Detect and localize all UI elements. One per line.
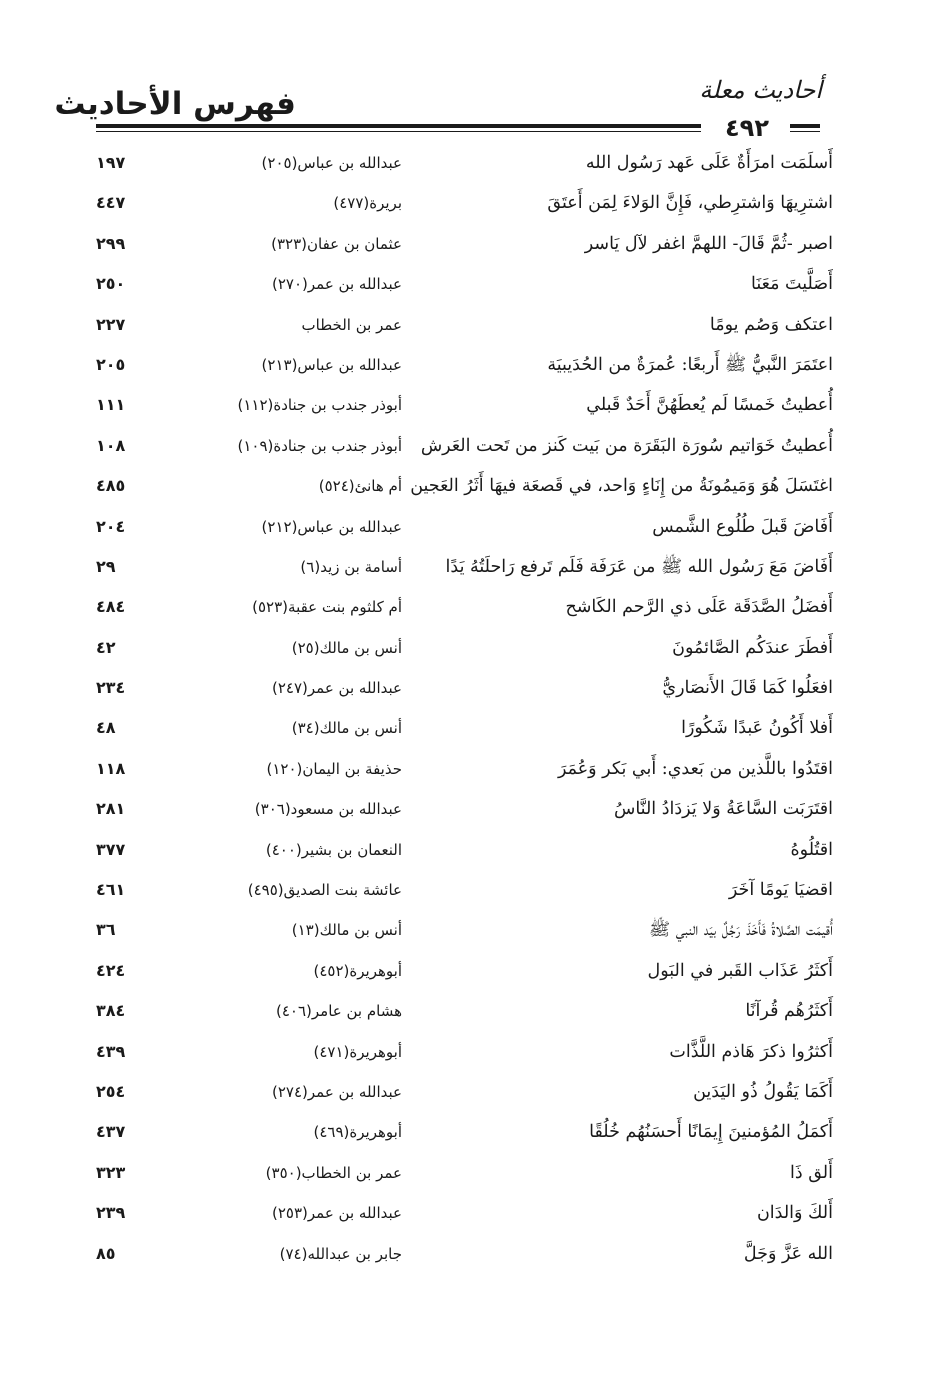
hadith-text: أُعطيتُ خَمسًا لَم يُعطَهُنَّ أَحَدٌ قَبلي bbox=[586, 395, 833, 416]
hadith-number: ٤٢٤ bbox=[96, 960, 126, 980]
narrator-name: أم كلثوم بنت عقبة(٥٢٣) bbox=[252, 598, 402, 617]
hadith-text: اقتَدُوا باللَّذين من بَعدي: أَبي بَكر وَعُمَرَ bbox=[557, 758, 833, 779]
hadith-number: ٤٨٥ bbox=[96, 476, 126, 496]
header-rule-right-thick bbox=[790, 124, 820, 128]
hadith-number: ٤٨ bbox=[96, 718, 116, 738]
hadith-text: اقتَرَبَت السَّاعَةُ وَلا يَزدَادُ النَّاسُ bbox=[613, 799, 833, 820]
hadith-number: ٣٨٤ bbox=[96, 1001, 126, 1021]
hadith-number: ٢٩٩ bbox=[96, 233, 126, 253]
hadith-text: اصبر -ثُمَّ قَالَ- اللهمَّ اغفر لآل يَاسر bbox=[584, 233, 833, 254]
index-row bbox=[0, 789, 935, 829]
hadith-text: اقضيَا يَومًا آخَرَ bbox=[728, 880, 833, 901]
index-row bbox=[0, 1234, 935, 1274]
hadith-text: اعتكف وَصُم يومًا bbox=[709, 314, 833, 335]
hadith-text: أَكثَرُ عَذَاب القَبر في البَول bbox=[647, 960, 833, 981]
narrator-name: عثمان بن عفان(٣٢٣) bbox=[271, 234, 402, 253]
hadith-number: ٤٢ bbox=[96, 637, 116, 657]
hadith-text: افعَلُوا كَمَا قَالَ الأَنصَاريُّ bbox=[662, 678, 833, 699]
hadith-number: ٤٦١ bbox=[96, 880, 126, 900]
index-row bbox=[0, 345, 935, 385]
hadith-text: أَسلَمَت امرَأَةٌ عَلَى عَهد رَسُول الله bbox=[585, 153, 833, 173]
hadith-number: ٣٢٣ bbox=[96, 1162, 126, 1182]
index-row bbox=[0, 224, 935, 264]
index-row bbox=[0, 385, 935, 425]
narrator-name: النعمان بن بشير(٤٠٠) bbox=[265, 840, 402, 859]
hadith-number: ٢٢٧ bbox=[96, 314, 126, 334]
hadith-text: أُقيمَت الصَّلاةُ فَأَخَذَ رَجُلٌ بيَد النبي ﷺ bbox=[649, 920, 833, 941]
narrator-name: أم هانئ(٥٢٤) bbox=[318, 477, 402, 496]
narrator-name: أنس بن مالك(١٣) bbox=[291, 921, 402, 940]
hadith-text: أُعطيتُ خَوَاتيم سُورَة البَقَرَة من بَيت كَنز من تَحت العَرش bbox=[420, 435, 833, 456]
narrator-name: أسامة بن زيد(٦) bbox=[300, 557, 402, 576]
index-row bbox=[0, 668, 935, 708]
index-row bbox=[0, 749, 935, 789]
hadith-number: ١١٨ bbox=[96, 758, 126, 778]
narrator-name: أبوهريرة(٤٧١) bbox=[313, 1042, 402, 1061]
hadith-number: ٣٧٧ bbox=[96, 839, 126, 859]
index-row bbox=[0, 547, 935, 587]
narrator-name: عبدالله بن عمر(٢٤٧) bbox=[271, 679, 402, 698]
index-row bbox=[0, 507, 935, 547]
hadith-number: ٢٣٩ bbox=[96, 1203, 126, 1223]
hadith-text: اشترِيهَا وَاشترِطي، فَإِنَّ الوَلاءَ لِمَن أَعتَقَ bbox=[547, 193, 833, 214]
index-row bbox=[0, 991, 935, 1031]
index-row bbox=[0, 1112, 935, 1152]
narrator-name: أبوذر جندب بن جنادة(١٠٩) bbox=[237, 436, 402, 455]
page-title: فهرس الأحاديث bbox=[54, 86, 296, 122]
hadith-number: ٤٨٤ bbox=[96, 597, 126, 617]
narrator-name: عبدالله بن عباس(٢١٢) bbox=[261, 517, 402, 536]
page-number: ٤٩٢ bbox=[725, 114, 769, 142]
hadith-text: الله عَزَّ وَجَلَّ bbox=[743, 1243, 833, 1264]
hadith-number: ٣٦ bbox=[96, 920, 116, 940]
hadith-index-list bbox=[0, 143, 935, 1274]
narrator-name: جابر بن عبدالله(٧٤) bbox=[279, 1244, 402, 1263]
hadith-number: ٤٣٩ bbox=[96, 1041, 126, 1061]
hadith-number: ٢٣٤ bbox=[96, 678, 126, 698]
hadith-text: اعتَمَرَ النَّبيُّ ﷺ أَربعًا: عُمرَةٌ من الحُدَيبيَة bbox=[547, 354, 833, 375]
index-row bbox=[0, 1153, 935, 1193]
hadith-text: أَفطَرَ عندَكُم الصَّائمُونَ bbox=[672, 637, 833, 658]
index-row bbox=[0, 183, 935, 223]
hadith-text: أَكَمَا يَقُولُ ذُو اليَدَين bbox=[693, 1081, 833, 1102]
hadith-number: ٤٤٧ bbox=[96, 193, 126, 213]
narrator-name: أبوذر جندب بن جنادة(١١٢) bbox=[237, 396, 402, 415]
index-row bbox=[0, 264, 935, 304]
hadith-text: أَصَلَّيتَ مَعَنَا bbox=[751, 274, 833, 295]
narrator-name: عبدالله بن عمر(٢٧٠) bbox=[271, 275, 402, 294]
hadith-text: اقتُلُوهُ bbox=[790, 839, 833, 860]
narrator-name: هشام بن عامر(٤٠٦) bbox=[276, 1002, 402, 1021]
hadith-text: أَفلا أَكُونُ عَبدًا شَكُورًا bbox=[681, 718, 833, 739]
hadith-number: ٢٥٠ bbox=[96, 274, 126, 294]
hadith-text: أَكمَلُ المُؤمنينَ إِيمَانًا أَحسَنُهُم خُلُقًا bbox=[589, 1122, 833, 1143]
index-row bbox=[0, 870, 935, 910]
hadith-number: ١١١ bbox=[96, 395, 126, 415]
hadith-text: أَكثرُوا ذكرَ هَاذم اللَّذَّات bbox=[669, 1041, 833, 1062]
index-row bbox=[0, 910, 935, 950]
book-title: أحاديث معلة bbox=[699, 76, 822, 104]
index-row bbox=[0, 1193, 935, 1233]
narrator-name: أنس بن مالك(٢٥) bbox=[291, 638, 402, 657]
hadith-text: أَلق ذَا bbox=[789, 1162, 833, 1183]
index-row bbox=[0, 1072, 935, 1112]
header-rule-thin bbox=[96, 131, 701, 132]
hadith-text: أَكثَرُهُم قُرآنًا bbox=[745, 1001, 833, 1022]
hadith-number: ٢٠٤ bbox=[96, 516, 126, 536]
narrator-name: عبدالله بن عمر(٢٧٤) bbox=[271, 1082, 402, 1101]
hadith-text: أَلكَ وَالدَان bbox=[756, 1203, 833, 1224]
hadith-text: أَفَاضَ قَبلَ طُلُوع الشَّمس bbox=[652, 516, 833, 537]
hadith-number: ٨٥ bbox=[96, 1243, 116, 1263]
index-row bbox=[0, 466, 935, 506]
index-row bbox=[0, 951, 935, 991]
hadith-number: ٢٠٥ bbox=[96, 354, 126, 374]
hadith-number: ١٠٨ bbox=[96, 435, 126, 455]
narrator-name: أنس بن مالك(٣٤) bbox=[291, 719, 402, 738]
narrator-name: عبدالله بن عمر(٢٥٣) bbox=[271, 1204, 402, 1223]
hadith-number: ٢٩ bbox=[96, 556, 116, 576]
narrator-name: عبدالله بن مسعود(٣٠٦) bbox=[254, 800, 402, 819]
hadith-text: اغتَسَلَ هُوَ وَمَيمُونَةُ من إِنَاءٍ وَاحد، في قَصعَة فيهَا أَثَرُ العَجين bbox=[410, 476, 833, 497]
header-rule-thick bbox=[96, 124, 701, 128]
hadith-number: ٢٥٤ bbox=[96, 1081, 126, 1101]
hadith-number: ٤٣٧ bbox=[96, 1122, 126, 1142]
narrator-name: عمر بن الخطاب bbox=[301, 315, 402, 334]
index-row bbox=[0, 426, 935, 466]
narrator-name: أبوهريرة(٤٦٩) bbox=[313, 1123, 402, 1142]
index-row bbox=[0, 708, 935, 748]
index-row bbox=[0, 830, 935, 870]
hadith-text: أَفَاضَ مَعَ رَسُول الله ﷺ من عَرَفَة فَلَم تَرفع رَاحلَتُهُ يَدًا bbox=[445, 556, 833, 577]
narrator-name: أبوهريرة(٤٥٢) bbox=[313, 961, 402, 980]
narrator-name: بريرة(٤٧٧) bbox=[333, 194, 402, 213]
hadith-number: ١٩٧ bbox=[96, 153, 126, 172]
hadith-text: أَفضَلُ الصَّدَقَة عَلَى ذي الرَّحم الكَاشح bbox=[565, 597, 833, 618]
index-row bbox=[0, 628, 935, 668]
index-row bbox=[0, 1032, 935, 1072]
index-row bbox=[0, 587, 935, 627]
index-row bbox=[0, 143, 935, 183]
index-row bbox=[0, 305, 935, 345]
narrator-name: حذيفة بن اليمان(١٢٠) bbox=[266, 759, 402, 778]
narrator-name: عبدالله بن عباس(٢١٣) bbox=[261, 355, 402, 374]
narrator-name: عائشة بنت الصديق(٤٩٥) bbox=[247, 881, 402, 900]
header-rule-right-thin bbox=[790, 131, 820, 132]
narrator-name: عبدالله بن عباس(٢٠٥) bbox=[261, 154, 402, 172]
hadith-number: ٢٨١ bbox=[96, 799, 126, 819]
narrator-name: عمر بن الخطاب(٣٥٠) bbox=[265, 1163, 402, 1182]
